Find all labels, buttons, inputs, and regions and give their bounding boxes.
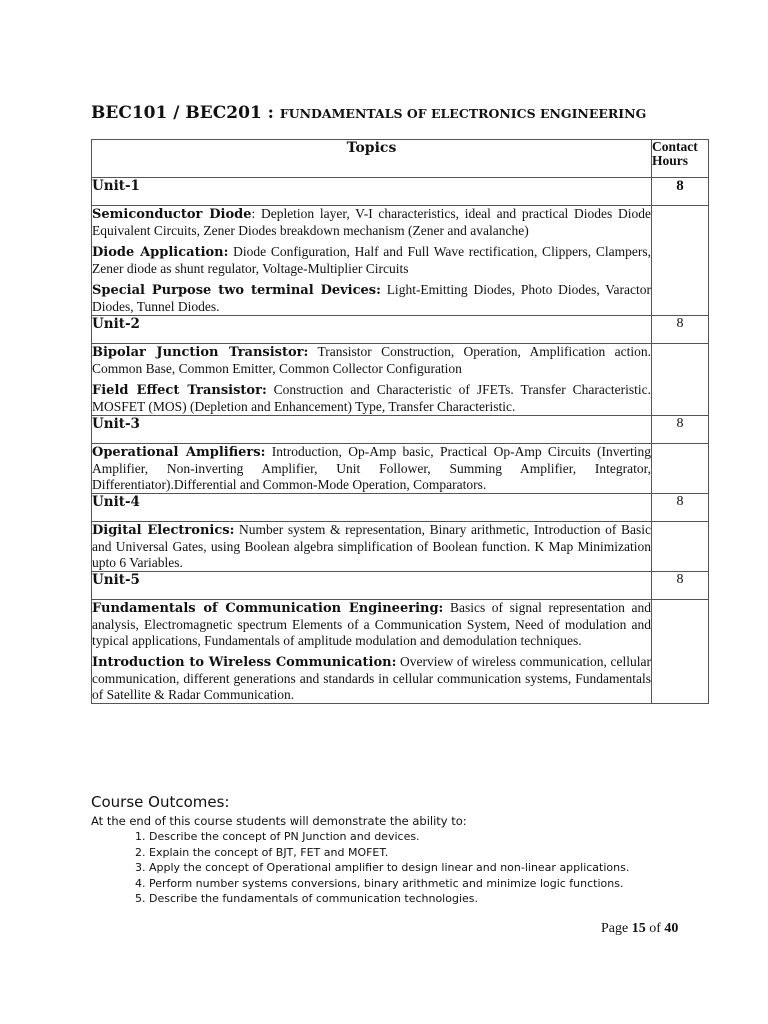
unit-label: Unit-2 — [92, 316, 652, 344]
unit-row — [92, 494, 709, 522]
unit-content-row — [92, 522, 709, 572]
unit-row — [92, 178, 709, 206]
outcome-item: 5. Describe the fundamentals of communication technologies. — [149, 891, 691, 907]
topic-heading: Bipolar Junction Transistor: — [92, 345, 309, 360]
topic-paragraph — [92, 522, 651, 571]
unit-content-row — [92, 206, 709, 316]
contact-hours-header: Contact Hours — [652, 140, 709, 178]
unit-content-row — [92, 444, 709, 494]
unit-hours: 8 — [652, 416, 709, 444]
unit-label: Unit-5 — [92, 572, 652, 600]
topic-text: Diode Configuration, Half and Full Wave rectification, Clippers, Clampers, Zener diode as shunt regulator, Voltage-Multiplier Circuits — [92, 244, 651, 276]
topic-paragraph — [92, 600, 651, 649]
page-number — [601, 921, 678, 937]
page-prefix: Page — [601, 921, 632, 936]
outcome-item: 4. Perform number systems conversions, binary arithmetic and minimize logic functions. — [149, 876, 691, 892]
topic-text: Construction and Characteristic of JFETs. Transfer Characteristic. MOSFET (MOS) (Depletion and Enhancement) Type, Transfer Characteristic. — [92, 382, 651, 414]
unit-row — [92, 316, 709, 344]
topic-heading: Diode Application: — [92, 245, 229, 260]
topics-header: Topics — [92, 140, 652, 178]
unit-label: Unit-3 — [92, 416, 652, 444]
topic-heading: Introduction to Wireless Communication: — [92, 655, 397, 670]
topic-text: Light-Emitting Diodes, Photo Diodes, Varactor Diodes, Tunnel Diodes. — [92, 282, 651, 314]
page-title — [91, 103, 646, 123]
unit-row — [92, 572, 709, 600]
unit-topics — [92, 206, 652, 316]
unit-label: Unit-4 — [92, 494, 652, 522]
topic-paragraph — [92, 444, 651, 493]
page-total: 40 — [664, 921, 679, 936]
outcomes-heading: Course Outcomes: — [91, 793, 230, 811]
topic-paragraph — [92, 206, 651, 239]
topic-heading: Operational Amplifiers: — [92, 445, 266, 460]
topic-heading: Field Effect Transistor: — [92, 383, 267, 398]
topic-paragraph — [92, 654, 651, 703]
empty-hours-cell — [652, 600, 709, 704]
unit-topics — [92, 444, 652, 494]
empty-hours-cell — [652, 522, 709, 572]
unit-row — [92, 416, 709, 444]
page-current: 15 — [631, 921, 646, 936]
outcome-item: 1. Describe the concept of PN Junction and devices. — [149, 829, 691, 845]
topic-text: Transistor Construction, Operation, Amplification action. Common Base, Common Emitter, Common Collector Configuration — [92, 344, 651, 376]
unit-content-row — [92, 600, 709, 704]
topic-paragraph — [92, 382, 651, 415]
empty-hours-cell — [652, 206, 709, 316]
topic-paragraph — [92, 282, 651, 315]
unit-hours: 8 — [652, 572, 709, 600]
topic-heading: Special Purpose two terminal Devices: — [92, 283, 381, 298]
table-header-row — [92, 140, 709, 178]
course-code: BEC101 / BEC201 : — [91, 103, 274, 123]
course-outcomes — [91, 793, 691, 907]
topic-heading: Fundamentals of Communication Engineering: — [92, 601, 444, 616]
outcomes-list — [91, 829, 691, 907]
topic-text: Overview of wireless communication, cellular communication, different generations and standards in cellular communication systems, Fundamentals of Satellite & Radar Communication. — [92, 654, 652, 702]
topic-heading: Semiconductor Diode — [92, 207, 252, 222]
unit-topics — [92, 344, 652, 416]
unit-label: Unit-1 — [92, 178, 652, 206]
topic-text: Number system & representation, Binary arithmetic, Introduction of Basic and Universal Gates, using Boolean algebra simplification of Boolean function. K Map Minimization upto 6 Variables. — [92, 522, 651, 570]
topic-paragraph — [92, 244, 651, 277]
unit-hours: 8 — [652, 178, 709, 206]
outcomes-intro: At the end of this course students will demonstrate the ability to: — [91, 814, 467, 828]
page-separator: of — [645, 921, 665, 936]
syllabus-table — [91, 139, 709, 704]
unit-content-row — [92, 344, 709, 416]
topic-text: Basics of signal representation and analysis, Electromagnetic spectrum Elements of a Communication System, Need of modulation and typical applications, Fundamentals of amplitude modulation and demodulation techniques. — [92, 600, 651, 648]
unit-hours: 8 — [652, 494, 709, 522]
outcome-item: 3. Apply the concept of Operational amplifier to design linear and non-linear applications. — [149, 860, 691, 876]
empty-hours-cell — [652, 344, 709, 416]
topic-heading: Digital Electronics: — [92, 523, 235, 538]
outcome-item: 2. Explain the concept of BJT, FET and MOFET. — [149, 845, 691, 861]
topic-text: Introduction, Op-Amp basic, Practical Op-Amp Circuits (Inverting Amplifier, Non-inverting Amplifier, Unit Follower, Summing Amplifier, Integrator, Differentiator).Differential and Common-Mode Operation, Comparators. — [92, 444, 651, 492]
unit-topics — [92, 522, 652, 572]
topic-text: : Depletion layer, V-I characteristics, ideal and practical Diodes Diode Equivalent Circuits, Zener Diodes breakdown mechanism (Zener and avalanche) — [92, 206, 651, 238]
empty-hours-cell — [652, 444, 709, 494]
unit-topics — [92, 600, 652, 704]
unit-hours: 8 — [652, 316, 709, 344]
course-name: FUNDAMENTALS OF ELECTRONICS ENGINEERING — [279, 106, 647, 121]
topic-paragraph — [92, 344, 651, 377]
